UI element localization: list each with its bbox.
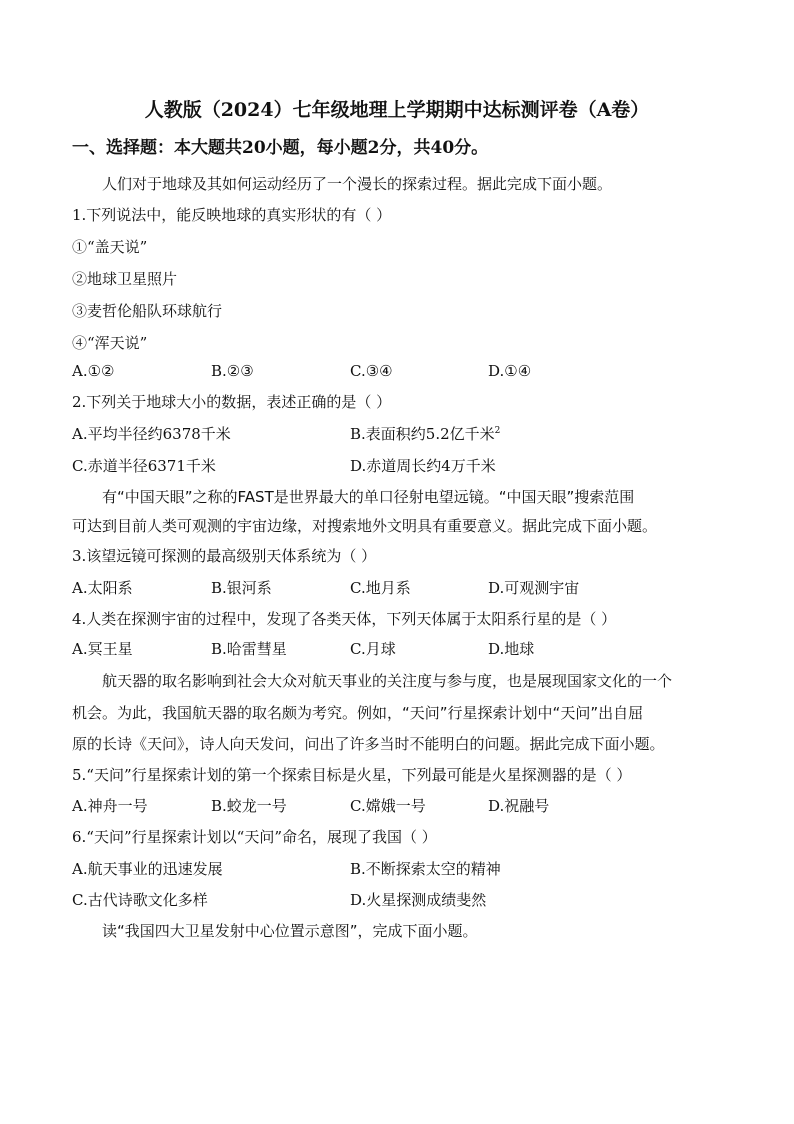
option-c[interactable]: C.月球	[350, 640, 396, 658]
question-1-item-3: ③麦哲伦船队环球航行	[72, 302, 223, 320]
option-a[interactable]: A.平均半径约6378千米	[72, 425, 231, 443]
question-2-stem: 2.下列关于地球大小的数据，表述正确的是（ ）	[72, 393, 392, 411]
option-b[interactable]: B.哈雷彗星	[211, 640, 287, 658]
option-c[interactable]: C.嫦娥一号	[350, 797, 426, 815]
passage-4: 读“我国四大卫星发射中心位置示意图”，完成下面小题。	[102, 922, 478, 940]
option-b[interactable]	[350, 424, 500, 444]
passage-2-line-1: 有“中国天眼”之称的FAST是世界最大的单口径射电望远镜。“中国天眼”搜索范围	[102, 488, 635, 506]
question-4-stem: 4.人类在探测宇宙的过程中，发现了各类天体，下列天体属于太阳系行星的是（ ）	[72, 610, 617, 628]
question-1-stem: 1.下列说法中，能反映地球的真实形状的有（ ）	[72, 206, 392, 224]
option-a[interactable]: A.神舟一号	[72, 797, 148, 815]
passage-1: 人们对于地球及其如何运动经历了一个漫长的探索过程。据此完成下面小题。	[102, 175, 613, 193]
option-c[interactable]: C.古代诗歌文化多样	[72, 891, 208, 909]
option-d[interactable]: D.火星探测成绩斐然	[350, 891, 487, 909]
option-d[interactable]: D.地球	[488, 640, 535, 658]
option-c[interactable]: C.赤道半径6371千米	[72, 457, 216, 475]
question-1-item-2: ②地球卫星照片	[72, 270, 178, 288]
option-d[interactable]: D.可观测宇宙	[488, 579, 580, 597]
option-a[interactable]: A.冥王星	[72, 640, 133, 658]
superscript: 2	[494, 426, 501, 436]
option-b-text: B.表面积约5.2亿千米	[350, 425, 495, 443]
passage-3-line-3: 原的长诗《天问》，诗人向天发问，问出了许多当时不能明白的问题。据此完成下面小题。	[72, 735, 665, 753]
passage-3-line-2: 机会。为此，我国航天器的取名颇为考究。例如，“天问”行星探索计划中“天问”出自屈	[72, 704, 644, 722]
question-5-stem: 5.“天问”行星探索计划的第一个探索目标是火星，下列最可能是火星探测器的是（ ）	[72, 766, 632, 784]
question-1-item-1: ①“盖天说”	[72, 238, 148, 256]
option-b[interactable]: B.蛟龙一号	[211, 797, 287, 815]
option-d[interactable]: D.祝融号	[488, 797, 550, 815]
option-d[interactable]: D.①④	[488, 362, 532, 380]
question-3-stem: 3.该望远镜可探测的最高级别天体系统为（ ）	[72, 547, 377, 565]
passage-3-line-1: 航天器的取名影响到社会大众对航天事业的关注度与参与度，也是展现国家文化的一个	[102, 672, 673, 690]
passage-2-line-2: 可达到目前人类可观测的宇宙边缘，对搜索地外文明具有重要意义。据此完成下面小题。	[72, 517, 658, 535]
option-c[interactable]: C.③④	[350, 362, 393, 380]
section-heading: 一、选择题：本大题共20小题，每小题2分，共40分。	[72, 138, 489, 158]
option-a[interactable]: A.太阳系	[72, 579, 133, 597]
option-c[interactable]: C.地月系	[350, 579, 411, 597]
option-a[interactable]: A.航天事业的迅速发展	[72, 860, 223, 878]
question-6-stem: 6.“天问”行星探索计划以“天问”命名，展现了我国（ ）	[72, 828, 437, 846]
page-title: 人教版（2024）七年级地理上学期期中达标测评卷（A卷）	[144, 99, 650, 121]
question-1-item-4: ④“浑天说”	[72, 334, 148, 352]
option-d[interactable]: D.赤道周长约4万千米	[350, 457, 496, 475]
option-b[interactable]: B.②③	[211, 362, 254, 380]
option-a[interactable]: A.①②	[72, 362, 115, 380]
option-b[interactable]: B.不断探索太空的精神	[350, 860, 501, 878]
option-b[interactable]: B.银河系	[211, 579, 272, 597]
